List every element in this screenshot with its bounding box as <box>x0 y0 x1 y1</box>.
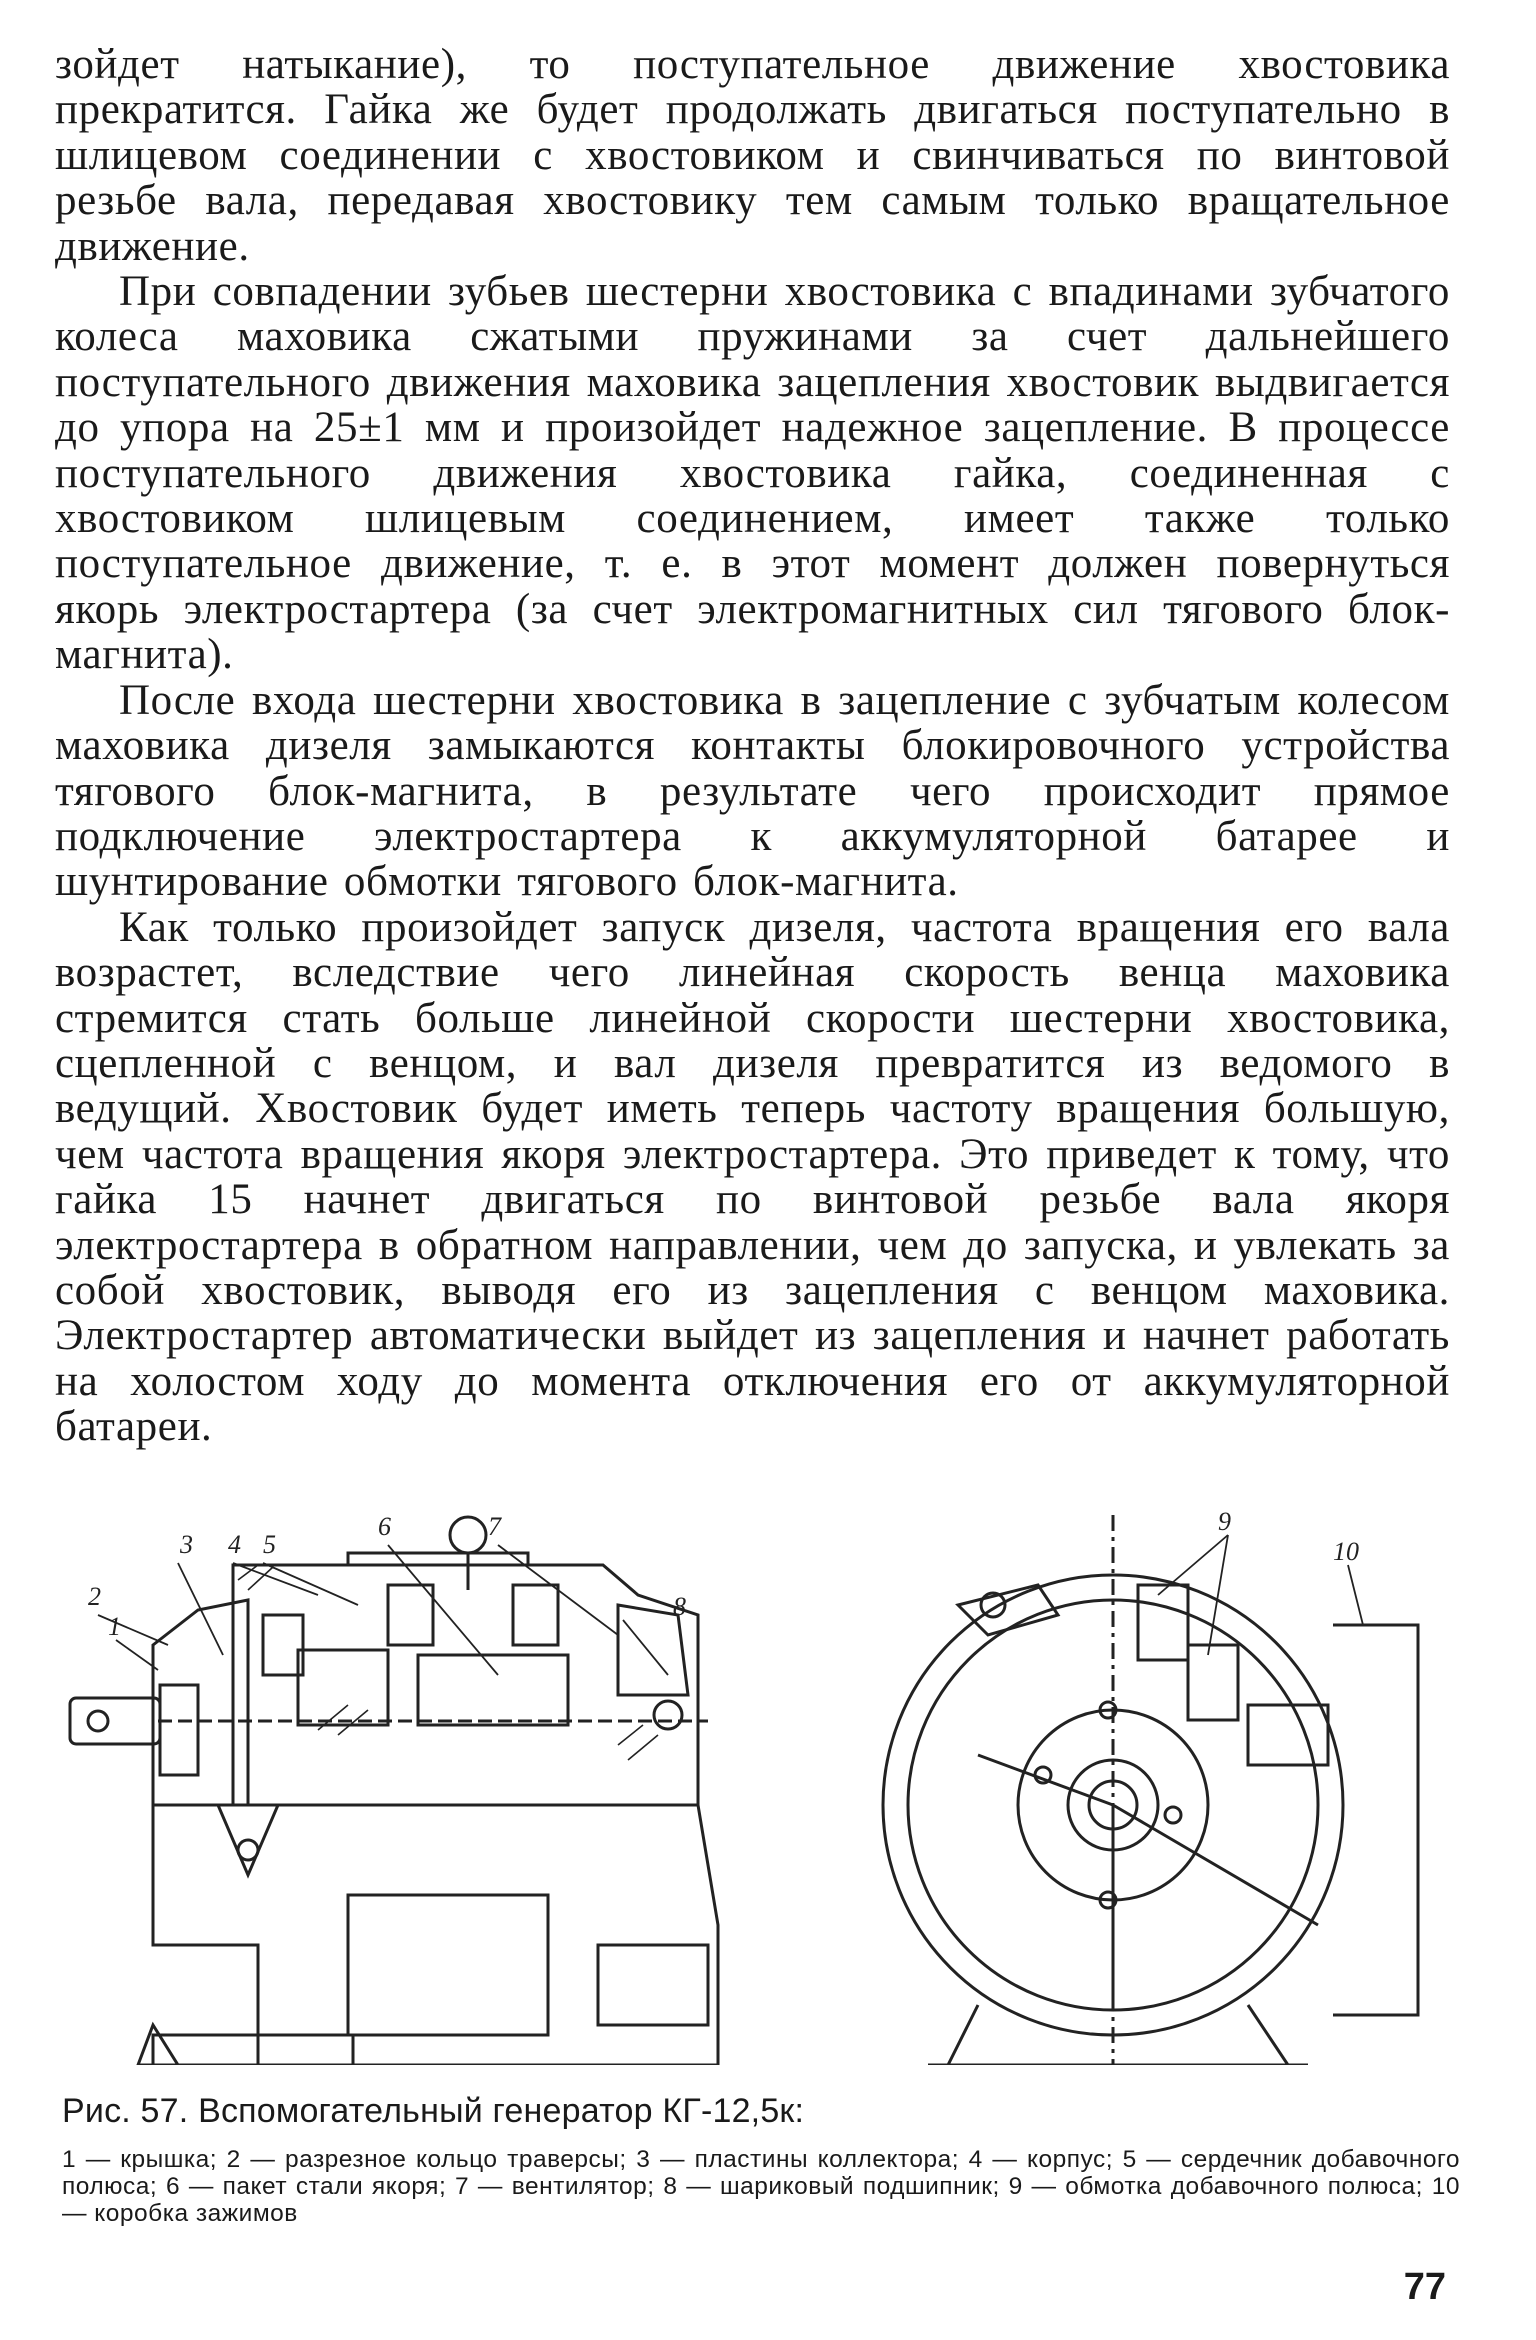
figure-label-10: 10 <box>1333 1537 1359 1566</box>
generator-technical-drawing <box>58 1505 1478 2065</box>
figure-label-2: 2 <box>88 1582 101 1611</box>
figure-label-7: 7 <box>488 1512 501 1541</box>
figure-label-9: 9 <box>1218 1507 1231 1536</box>
body-text <box>55 42 1450 1450</box>
paragraph-1: зойдет натыкание), то поступательное движение хвостовика прекратится. Гайка же будет продолжать двигаться поступательно в шлицевом соединении с хвостовиком и свинчиваться по винтовой резьбе вала, передавая хвостовику тем самым только вращательное движение. <box>55 41 1450 270</box>
paragraph-2: При совпадении зубьев шестерни хвостовика с впадинами зубчатого колеса маховика сжатыми пружинами за счет дальнейшего поступательного движения маховика зацепления хвостовик выдвигается до упора на 25±1 мм и произойдет надежное зацепление. В процессе поступательного движения хвостовика гайка, соединенная с хвостовиком шлицевым соединением, имеет также только поступательное движение, т. е. в этот момент должен повернуться якорь электростартера (за счет электромагнитных сил тягового блок-магнита). <box>55 268 1450 679</box>
figure-label-3: 3 <box>180 1530 193 1559</box>
generator-drawing <box>58 1505 1478 2065</box>
page-number: 77 <box>1403 2266 1446 2308</box>
paragraph-3: После входа шестерни хвостовика в зацепление с зубчатым колесом маховика дизеля замыкаются контакты блокировочного устройства тягового блок-магнита, в результате чего происходит прямое подключение электростартера к аккумуляторной батарее и шунтирование обмотки тягового блок-магнита. <box>55 676 1450 906</box>
figure-legend: 1 — крышка; 2 — разрезное кольцо траверсы; 3 — пластины коллектора; 4 — корпус; 5 — сердечник добавочного полюса; 6 — пакет стали якоря; 7 — вентилятор; 8 — шариковый подшипник; 9 — обмотка добавочного полюса; 10 — коробка зажимов <box>62 2146 1460 2227</box>
figure-label-5: 5 <box>263 1530 276 1559</box>
figure-caption: Рис. 57. Вспомогательный генератор КГ-12,5к: <box>62 2092 805 2130</box>
paragraph-4: Как только произойдет запуск дизеля, частота вращения его вала возрастет, вследствие чего линейная скорость венца маховика стремится стать больше линейной скорости шестерни хвостовика, сцепленной с венцом, и вал дизеля превратится из ведомого в ведущий. Хвостовик будет иметь теперь частоту вращения большую, чем частота вращения якоря электростартера. Это приведет к тому, что гайка 15 начнет двигаться по винтовой резьбе вала якоря электростартера в обратном направлении, чем до запуска, и увлекать за собой хвостовик, выводя его из зацепления с венцом маховика. Электростартер автоматически выйдет из зацепления и начнет работать на холостом ходу до момента отключения его от аккумуляторной батареи. <box>55 903 1450 1451</box>
figure-label-8: 8 <box>673 1592 686 1621</box>
figure-label-4: 4 <box>228 1530 241 1559</box>
figure-label-6: 6 <box>378 1512 391 1541</box>
figure-label-1: 1 <box>108 1612 121 1641</box>
